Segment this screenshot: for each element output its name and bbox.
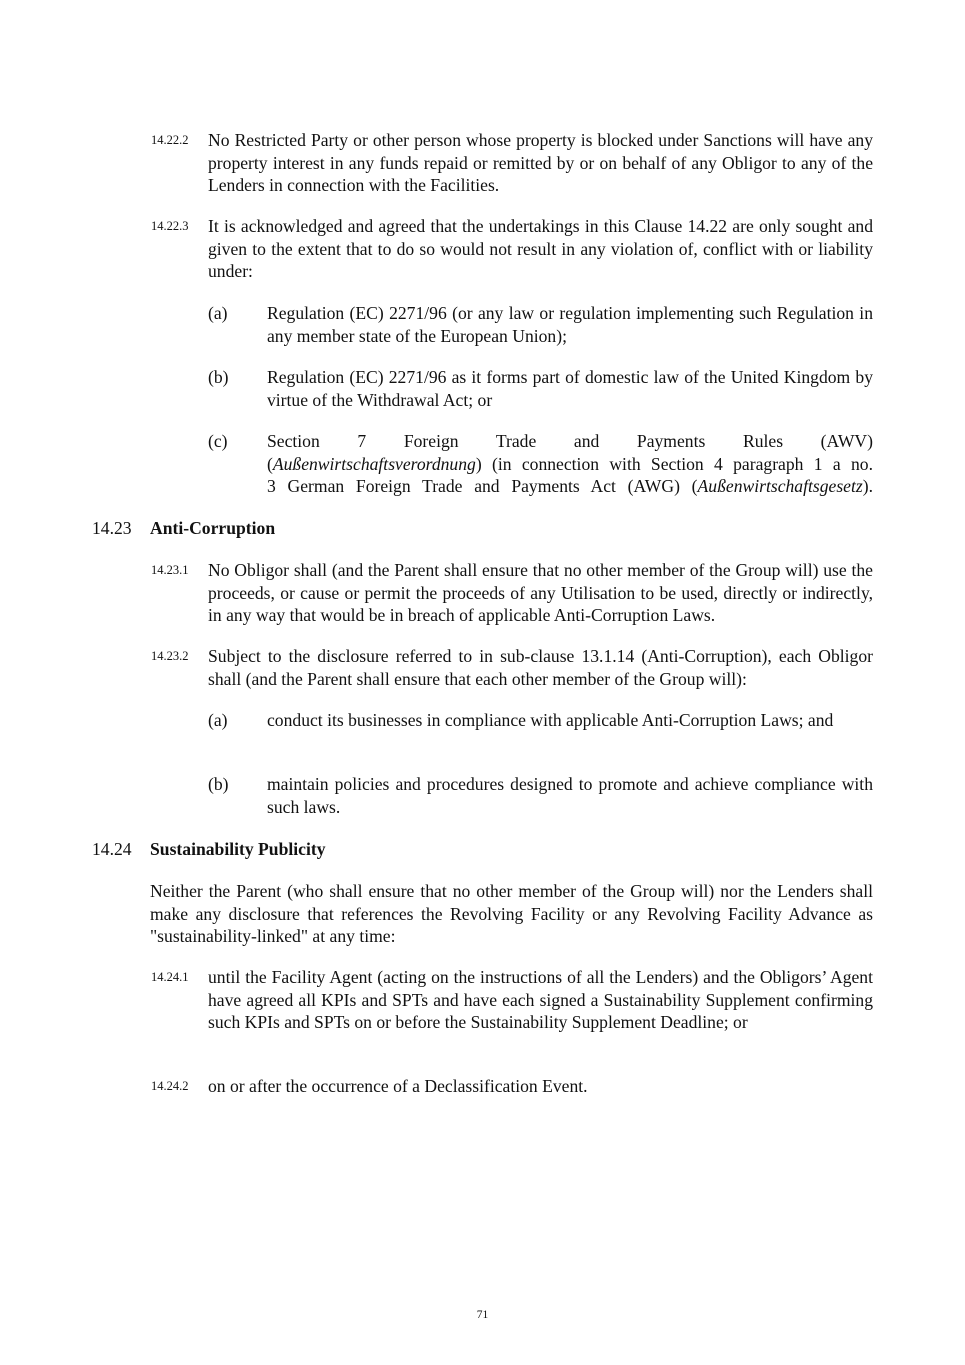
list-label-a-2: (a) bbox=[208, 710, 228, 730]
clause-number-14-22-2: 14.22.2 bbox=[151, 133, 189, 147]
list-item-b-2-text: maintain policies and procedures designed to promote and achieve compliance with such laws. bbox=[267, 774, 873, 817]
list-item-a-text: Regulation (EC) 2271/96 (or any law or regulation implementing such Regulation in any member state of the European Union); bbox=[267, 303, 873, 346]
clause-14-24-1-text: until the Facility Agent (acting on the instructions of all the Lenders) and the Obligors’ Agent have agreed all KPIs and SPTs and have each signed a Sustainability Supplement confirming such KPIs and SPTs on or before the Sustainability Supplement Deadline; or bbox=[208, 967, 873, 1032]
item-c-line-1: Section 7 Foreign Trade and Payments Rules (AWV) bbox=[267, 431, 873, 451]
heading-sustainability-publicity: Sustainability Publicity bbox=[150, 839, 326, 859]
list-item-a-2-text: conduct its businesses in compliance with applicable Anti-Corruption Laws; and bbox=[267, 710, 834, 730]
page-number: 71 bbox=[476, 1309, 489, 1321]
awg-german-term: Außenwirtschaftsgesetz bbox=[697, 476, 863, 496]
heading-anti-corruption: Anti-Corruption bbox=[150, 518, 276, 538]
list-item-b-text: Regulation (EC) 2271/96 as it forms part of domestic law of the United Kingdom by virtue of the Withdrawal Act; or bbox=[267, 367, 873, 410]
clause-number-14-24: 14.24 bbox=[92, 839, 132, 859]
clause-14-24-2-text: on or after the occurrence of a Declassification Event. bbox=[208, 1076, 588, 1096]
list-label-c: (c) bbox=[208, 431, 228, 451]
list-label-a: (a) bbox=[208, 303, 228, 323]
list-label-b-2: (b) bbox=[208, 774, 229, 794]
awv-german-term: Außenwirtschaftsverordnung bbox=[272, 453, 476, 474]
item-c-line-2: (Außenwirtschaftsverordnung) (in connection with Section 4 paragraph 1 a no. bbox=[267, 453, 873, 474]
clause-number-14-24-2: 14.24.2 bbox=[151, 1079, 189, 1093]
clause-number-14-23: 14.23 bbox=[92, 518, 132, 538]
clause-14-22-2-text: No Restricted Party or other person whose property is blocked under Sanctions will have any property interest in any funds repaid or remitted by or on behalf of any Obligor to any of the Lenders in connection with the Facilities. bbox=[208, 130, 873, 195]
clause-number-14-24-1: 14.24.1 bbox=[151, 970, 189, 984]
clause-14-22-3-text: It is acknowledged and agreed that the undertakings in this Clause 14.22 are only sought and given to the extent that to do so would not result in any violation of, conflict with or liability under: bbox=[208, 216, 873, 281]
clause-number-14-23-2: 14.23.2 bbox=[151, 649, 189, 663]
clause-number-14-22-3: 14.22.3 bbox=[151, 219, 189, 233]
clause-14-23-2-text: Subject to the disclosure referred to in sub-clause 13.1.14 (Anti-Corruption), each Obligor shall (and the Parent shall ensure that each other member of the Group will): bbox=[208, 646, 873, 689]
list-label-b: (b) bbox=[208, 367, 229, 387]
clause-14-23-1-text: No Obligor shall (and the Parent shall ensure that no other member of the Group will) use the proceeds, or cause or permit the proceeds of any Utilisation to be used, directly or indirectly, in any way that would be in breach of applicable Anti-Corruption Laws. bbox=[208, 560, 873, 625]
clause-number-14-23-1: 14.23.1 bbox=[151, 563, 189, 577]
item-c-line-3: 3 German Foreign Trade and Payments Act (AWG) (Außenwirtschaftsgesetz). bbox=[267, 476, 873, 496]
clause-14-24-intro: Neither the Parent (who shall ensure that no other member of the Group will) nor the Lenders shall make any disclosure that references the Revolving Facility or any Revolving Facility Advance as "sustainability-linked" at any time: bbox=[150, 881, 873, 946]
list-item-c-text bbox=[267, 430, 873, 498]
